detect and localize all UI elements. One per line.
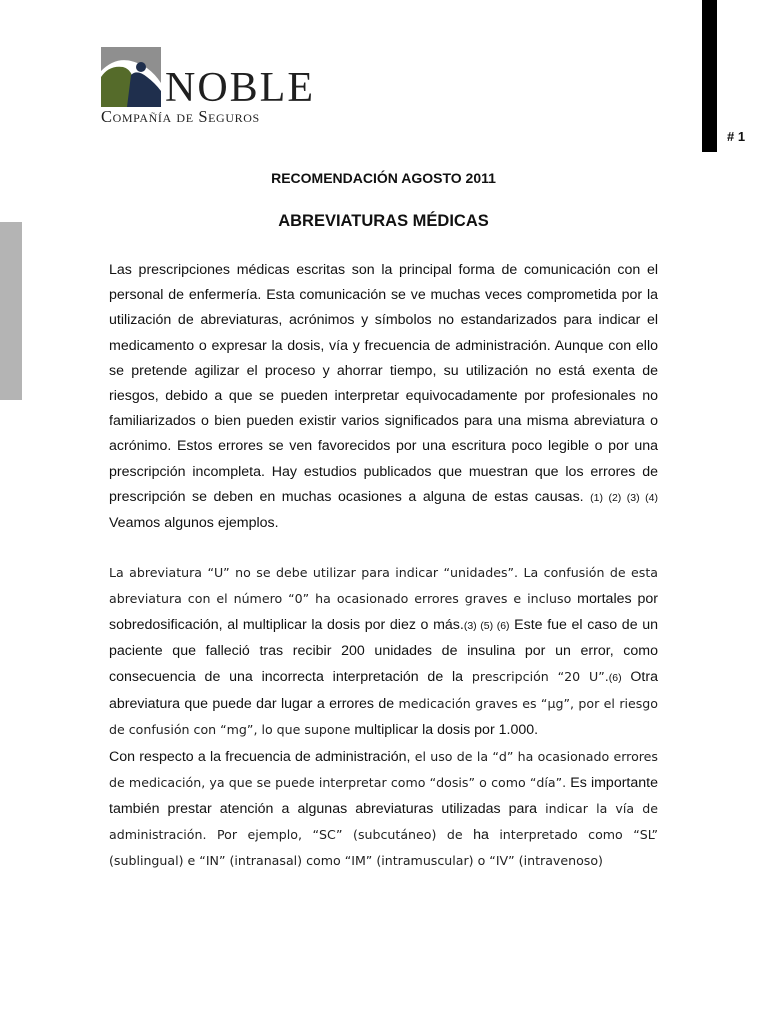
paragraph-3-d: indicar la vía de administración. Por ejemplo, “SC” (subcutáneo) de <box>109 801 658 843</box>
paragraph-1-text: Las prescripciones médicas escritas son la principal forma de comunicación con el personal de enfermería. Esta comunicación se ve muchas veces comprometida por la utilización de abreviaturas, acrónimos y símbolos no estandarizados para indicar el medicamento o expresar la dosis, vía y frecuencia de administración. Aunque con ello se pretende agilizar el proceso y ahorrar tiempo, su utilización no está exenta de riesgos, debido a que se pueden interpretar equivocadamente por profesionales no familiarizados o bien pueden existir varios significados para una misma abreviatura o acrónimo. Estos errores se ven favorecidos por una escritura poco legible o por una prescripción incompleta. Hay estudios publicados que muestran que los errores de prescripción se deben en muchas ocasiones a alguna de estas causas. <box>109 262 658 505</box>
page-number: # 1 <box>727 129 746 144</box>
paragraph-2-g: multiplicar la dosis por 1.000. <box>350 722 539 739</box>
paragraph-1-refs: (1) (2) (3) (4) <box>590 491 658 504</box>
paragraph-3-e: ha <box>462 827 500 844</box>
document-subtitle: ABREVIATURAS MÉDICAS <box>278 212 489 230</box>
paragraph-2-refs-1: (3) (5) (6) <box>463 619 510 632</box>
paragraph-3 <box>109 744 658 875</box>
paragraph-3-a: Con respecto a la frecuencia de administración, <box>109 748 411 765</box>
paragraph-2-e: Otra abreviatura que puede dar lugar a errores de <box>109 669 658 713</box>
company-logo <box>101 47 331 127</box>
paragraph-3-c: Es importante también prestar atención a algunas abreviaturas utilizadas para <box>109 774 658 818</box>
paragraph-2-f: medicación graves es “µg”, por el riesgo de confusión con “mg”, lo que supone <box>109 696 658 738</box>
logo-subtitle: Compañía de Seguros <box>101 107 260 126</box>
document-title: RECOMENDACIÓN AGOSTO 2011 <box>271 170 496 186</box>
logo-name: NOBLE <box>165 65 315 111</box>
paragraph-2-d: prescripción “20 U”. <box>471 669 609 685</box>
paragraph-1 <box>109 258 658 536</box>
paragraph-1-end: Veamos algunos ejemplos. <box>109 515 279 532</box>
paragraph-3-b: el uso de la “d” ha ocasionado errores de medicación, ya que se puede interpretar como “dosis” o como “día”. <box>109 748 658 790</box>
right-margin-bar <box>702 0 717 152</box>
paragraph-2-b: mortales por sobredosificación, al multiplicar la dosis por diez o más. <box>109 591 658 633</box>
left-side-tab <box>0 222 22 400</box>
paragraph-2-c: Este fue el caso de un paciente que falleció tras recibir 200 unidades de insulina por un error, como consecuencia de una incorrecta interpretación de la <box>109 616 659 686</box>
document-body <box>109 258 658 875</box>
noble-logo-icon <box>101 47 161 107</box>
paragraph-2 <box>109 560 658 743</box>
paragraph-2-a: La abreviatura “U” no se debe utilizar para indicar “unidades”. La confusión de esta abreviatura con el número “0” ha ocasionado errores graves e incluso <box>109 565 658 607</box>
paragraph-3-f: interpretado como “SL” (sublingual) e “IN” (intranasal) como “IM” (intramuscular) o “IV” (intravenoso) <box>109 827 659 869</box>
paragraph-2-refs-2: (6) <box>608 672 622 685</box>
